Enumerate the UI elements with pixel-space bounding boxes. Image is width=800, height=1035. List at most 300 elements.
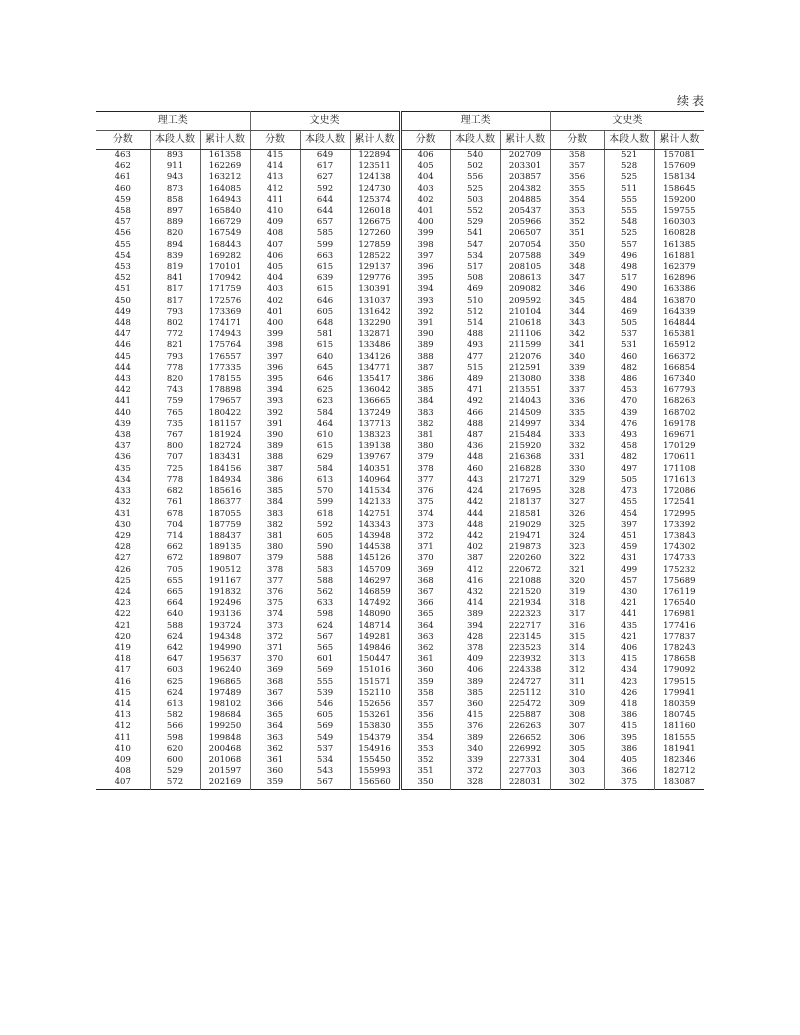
cell-cumulative-count: 134771: [350, 363, 400, 374]
continued-label: 续表: [676, 94, 707, 108]
table-row: [96, 632, 704, 643]
table-row: [96, 296, 704, 307]
cell-score: 400: [400, 217, 450, 228]
column-header-cumulative-count: 累计人数: [654, 131, 704, 150]
cell-cumulative-count: 180359: [654, 699, 704, 710]
cell-score: 458: [114, 206, 131, 217]
cell-score: 407: [114, 777, 131, 788]
cell-segment-count: 543: [300, 766, 350, 777]
cell-segment-count: 486: [604, 374, 654, 385]
cell-segment-count: 678: [150, 509, 200, 520]
cell-segment-count: 497: [604, 464, 654, 475]
cell-segment-count: 585: [300, 228, 350, 239]
cell-score: 309: [550, 699, 604, 710]
cell-score: 335: [550, 408, 604, 419]
cell-score: 390: [250, 430, 300, 441]
cell-segment-count: 482: [604, 363, 654, 374]
cell-segment-count: 389: [450, 609, 500, 620]
cell-cumulative-count: 226992: [500, 744, 550, 755]
cell-segment-count: 588: [300, 576, 350, 587]
cell-cumulative-count: 172541: [654, 497, 704, 508]
cell-score: 346: [550, 284, 604, 295]
cell-cumulative-count: 180745: [654, 710, 704, 721]
cell-score: 462: [114, 161, 131, 172]
cell-score: 431: [114, 508, 131, 519]
cell-score: 400: [250, 318, 300, 329]
table-row: [96, 509, 704, 520]
cell-cumulative-count: 176540: [654, 598, 704, 609]
group-header-science-1: 理工类: [96, 112, 250, 131]
cell-cumulative-count: 179092: [654, 665, 704, 676]
cell-segment-count: 428: [450, 632, 500, 643]
cell-segment-count: 547: [450, 240, 500, 251]
cell-segment-count: 629: [300, 452, 350, 463]
cell-segment-count: 444: [450, 509, 500, 520]
cell-segment-count: 761: [150, 497, 200, 508]
cell-segment-count: 664: [150, 598, 200, 609]
table-row: [96, 251, 704, 262]
cell-segment-count: 555: [604, 195, 654, 206]
cell-cumulative-count: 155993: [350, 766, 400, 777]
cell-score: 390: [400, 329, 450, 340]
cell-segment-count: 460: [450, 464, 500, 475]
cell-score: 351: [400, 766, 450, 777]
cell-segment-count: 613: [150, 699, 200, 710]
column-header-segment-count: 本段人数: [300, 131, 350, 150]
cell-score: 381: [400, 430, 450, 441]
cell-segment-count: 598: [150, 733, 200, 744]
table-row: [96, 710, 704, 721]
cell-score: 383: [400, 408, 450, 419]
cell-cumulative-count: 196865: [200, 677, 250, 688]
cell-score: 304: [550, 755, 604, 766]
cell-segment-count: 339: [450, 755, 500, 766]
cell-segment-count: 458: [604, 441, 654, 452]
cell-cumulative-count: 214997: [500, 419, 550, 430]
cell-score: 405: [250, 262, 300, 273]
cell-score: 449: [114, 306, 131, 317]
cell-segment-count: 911: [150, 161, 200, 172]
cell-segment-count: 601: [300, 654, 350, 665]
cell-score: 338: [550, 374, 604, 385]
cell-cumulative-count: 159755: [654, 206, 704, 217]
cell-cumulative-count: 202169: [200, 777, 250, 789]
table-row: [96, 497, 704, 508]
cell-segment-count: 894: [150, 240, 200, 251]
cell-score: 378: [250, 565, 300, 576]
cell-cumulative-count: 202709: [500, 150, 550, 162]
cell-score: 360: [250, 766, 300, 777]
cell-cumulative-count: 178243: [654, 643, 704, 654]
cell-segment-count: 704: [150, 520, 200, 531]
cell-segment-count: 841: [150, 273, 200, 284]
table-row: [96, 766, 704, 777]
cell-segment-count: 793: [150, 352, 200, 363]
cell-cumulative-count: 209082: [500, 284, 550, 295]
cell-cumulative-count: 164085: [200, 184, 250, 195]
cell-cumulative-count: 192496: [200, 598, 250, 609]
cell-segment-count: 406: [450, 665, 500, 676]
cell-cumulative-count: 158645: [654, 184, 704, 195]
cell-segment-count: 557: [604, 240, 654, 251]
cell-segment-count: 778: [150, 363, 200, 374]
cell-segment-count: 510: [450, 296, 500, 307]
cell-score: 410: [114, 743, 131, 754]
cell-cumulative-count: 144538: [350, 542, 400, 553]
cell-cumulative-count: 220672: [500, 565, 550, 576]
cell-cumulative-count: 161385: [654, 240, 704, 251]
cell-cumulative-count: 152656: [350, 699, 400, 710]
cell-score: 341: [550, 340, 604, 351]
cell-cumulative-count: 181941: [654, 744, 704, 755]
cell-score: 414: [250, 161, 300, 172]
cell-score: 343: [550, 318, 604, 329]
cell-cumulative-count: 173392: [654, 520, 704, 531]
cell-segment-count: 448: [450, 520, 500, 531]
table-row: [96, 228, 704, 239]
cell-score: 401: [400, 206, 450, 217]
cell-cumulative-count: 225887: [500, 710, 550, 721]
cell-score: 402: [400, 195, 450, 206]
cell-score: 373: [250, 621, 300, 632]
cell-score: 412: [250, 184, 300, 195]
cell-cumulative-count: 162269: [200, 161, 250, 172]
cell-score: 363: [400, 632, 450, 643]
cell-cumulative-count: 168702: [654, 408, 704, 419]
column-header-segment-count: 本段人数: [150, 131, 200, 150]
cell-score: 412: [114, 721, 131, 732]
cell-segment-count: 537: [300, 744, 350, 755]
table-row: [96, 665, 704, 676]
cell-segment-count: 624: [150, 688, 200, 699]
cell-cumulative-count: 169178: [654, 419, 704, 430]
cell-score: 334: [550, 419, 604, 430]
cell-segment-count: 605: [300, 307, 350, 318]
cell-score: 368: [250, 677, 300, 688]
cell-segment-count: 603: [150, 665, 200, 676]
cell-segment-count: 599: [300, 240, 350, 251]
cell-segment-count: 583: [300, 565, 350, 576]
cell-score: 327: [550, 497, 604, 508]
cell-score: 366: [400, 598, 450, 609]
table-row: [96, 161, 704, 172]
cell-score: 414: [114, 698, 131, 709]
cell-score: 344: [550, 307, 604, 318]
cell-segment-count: 512: [450, 307, 500, 318]
cell-segment-count: 620: [150, 744, 200, 755]
cell-cumulative-count: 217695: [500, 486, 550, 497]
cell-score: 394: [250, 385, 300, 396]
cell-segment-count: 448: [450, 452, 500, 463]
cell-segment-count: 821: [150, 340, 200, 351]
cell-score: 387: [250, 464, 300, 475]
cell-score: 355: [550, 184, 604, 195]
cell-cumulative-count: 227703: [500, 766, 550, 777]
cell-cumulative-count: 128522: [350, 251, 400, 262]
table-row: [96, 565, 704, 576]
cell-score: 319: [550, 587, 604, 598]
cell-cumulative-count: 133486: [350, 340, 400, 351]
cell-score: 333: [550, 430, 604, 441]
cell-score: 379: [250, 553, 300, 564]
cell-cumulative-count: 127859: [350, 240, 400, 251]
cell-cumulative-count: 221934: [500, 598, 550, 609]
cell-segment-count: 418: [604, 699, 654, 710]
cell-cumulative-count: 147492: [350, 598, 400, 609]
cell-score: 369: [400, 565, 450, 576]
cell-cumulative-count: 160828: [654, 228, 704, 239]
cell-score: 371: [400, 542, 450, 553]
cell-score: 432: [114, 497, 131, 508]
cell-cumulative-count: 195637: [200, 654, 250, 665]
cell-cumulative-count: 174943: [200, 329, 250, 340]
cell-segment-count: 541: [450, 228, 500, 239]
cell-segment-count: 610: [300, 430, 350, 441]
cell-score: 417: [114, 665, 131, 676]
cell-segment-count: 640: [300, 352, 350, 363]
cell-cumulative-count: 173369: [200, 307, 250, 318]
cell-segment-count: 570: [300, 486, 350, 497]
cell-score: 381: [250, 531, 300, 542]
cell-score: 399: [400, 228, 450, 239]
cell-segment-count: 525: [450, 184, 500, 195]
table-row: [96, 150, 704, 162]
cell-segment-count: 439: [604, 408, 654, 419]
cell-segment-count: 436: [450, 441, 500, 452]
score-distribution-table: [96, 111, 704, 790]
cell-cumulative-count: 143343: [350, 520, 400, 531]
cell-segment-count: 431: [604, 553, 654, 564]
cell-cumulative-count: 174171: [200, 318, 250, 329]
cell-segment-count: 423: [604, 677, 654, 688]
cell-cumulative-count: 194348: [200, 632, 250, 643]
cell-cumulative-count: 206507: [500, 228, 550, 239]
cell-score: 331: [550, 452, 604, 463]
cell-cumulative-count: 187759: [200, 520, 250, 531]
cell-cumulative-count: 139138: [350, 441, 400, 452]
cell-segment-count: 529: [450, 217, 500, 228]
table-row: [96, 542, 704, 553]
cell-segment-count: 340: [450, 744, 500, 755]
cell-segment-count: 406: [604, 643, 654, 654]
cell-cumulative-count: 204382: [500, 184, 550, 195]
cell-cumulative-count: 163870: [654, 296, 704, 307]
cell-segment-count: 534: [450, 251, 500, 262]
cell-score: 361: [400, 654, 450, 665]
cell-cumulative-count: 154916: [350, 744, 400, 755]
cell-score: 416: [114, 676, 131, 687]
cell-cumulative-count: 163386: [654, 284, 704, 295]
cell-cumulative-count: 126018: [350, 206, 400, 217]
cell-score: 347: [550, 273, 604, 284]
cell-cumulative-count: 157081: [654, 150, 704, 162]
table-row: [96, 430, 704, 441]
cell-score: 415: [114, 687, 131, 698]
cell-segment-count: 493: [604, 430, 654, 441]
cell-segment-count: 496: [604, 251, 654, 262]
cell-score: 407: [250, 240, 300, 251]
cell-cumulative-count: 151016: [350, 665, 400, 676]
table-row: [96, 553, 704, 564]
cell-segment-count: 555: [300, 677, 350, 688]
cell-score: 377: [400, 475, 450, 486]
cell-segment-count: 405: [604, 755, 654, 766]
cell-segment-count: 567: [300, 777, 350, 789]
cell-score: 398: [250, 340, 300, 351]
cell-cumulative-count: 219029: [500, 520, 550, 531]
cell-cumulative-count: 203301: [500, 161, 550, 172]
cell-score: 397: [400, 251, 450, 262]
cell-score: 454: [114, 250, 131, 261]
cell-segment-count: 460: [604, 352, 654, 363]
cell-cumulative-count: 132871: [350, 329, 400, 340]
cell-cumulative-count: 176981: [654, 609, 704, 620]
cell-score: 372: [250, 632, 300, 643]
cell-segment-count: 415: [604, 654, 654, 665]
cell-score: 448: [114, 318, 131, 329]
cell-cumulative-count: 171759: [200, 284, 250, 295]
cell-segment-count: 582: [150, 710, 200, 721]
cell-cumulative-count: 162896: [654, 273, 704, 284]
cell-score: 374: [400, 509, 450, 520]
cell-cumulative-count: 175232: [654, 565, 704, 576]
cell-cumulative-count: 194990: [200, 643, 250, 654]
cell-cumulative-count: 181160: [654, 721, 704, 732]
cell-cumulative-count: 207588: [500, 251, 550, 262]
cell-segment-count: 489: [450, 374, 500, 385]
cell-segment-count: 424: [450, 486, 500, 497]
cell-score: 339: [550, 363, 604, 374]
cell-segment-count: 366: [604, 766, 654, 777]
cell-segment-count: 488: [450, 419, 500, 430]
cell-cumulative-count: 181555: [654, 733, 704, 744]
cell-score: 368: [400, 576, 450, 587]
cell-cumulative-count: 164943: [200, 195, 250, 206]
cell-score: 391: [250, 419, 300, 430]
cell-cumulative-count: 187055: [200, 509, 250, 520]
cell-cumulative-count: 123511: [350, 161, 400, 172]
cell-cumulative-count: 223932: [500, 654, 550, 665]
table-row: [96, 262, 704, 273]
cell-score: 424: [114, 586, 131, 597]
cell-segment-count: 705: [150, 565, 200, 576]
cell-cumulative-count: 201597: [200, 766, 250, 777]
cell-score: 377: [250, 576, 300, 587]
cell-cumulative-count: 225112: [500, 688, 550, 699]
cell-segment-count: 625: [150, 677, 200, 688]
cell-score: 337: [550, 385, 604, 396]
cell-segment-count: 487: [450, 430, 500, 441]
table-row: [96, 172, 704, 183]
cell-cumulative-count: 170129: [654, 441, 704, 452]
cell-score: 461: [114, 172, 131, 183]
cell-score: 398: [400, 240, 450, 251]
cell-score: 340: [550, 352, 604, 363]
group-header-arts-2: 文史类: [550, 112, 704, 131]
cell-segment-count: 540: [450, 150, 500, 162]
cell-segment-count: 534: [300, 755, 350, 766]
cell-segment-count: 682: [150, 486, 200, 497]
cell-segment-count: 546: [300, 699, 350, 710]
cell-segment-count: 414: [450, 598, 500, 609]
cell-cumulative-count: 146859: [350, 587, 400, 598]
cell-segment-count: 599: [300, 497, 350, 508]
cell-segment-count: 525: [604, 172, 654, 183]
cell-segment-count: 421: [604, 598, 654, 609]
cell-score: 453: [114, 262, 131, 273]
cell-segment-count: 617: [300, 161, 350, 172]
cell-score: 373: [400, 520, 450, 531]
cell-score: 366: [250, 699, 300, 710]
table-row: [96, 598, 704, 609]
cell-segment-count: 584: [300, 464, 350, 475]
cell-segment-count: 375: [604, 777, 654, 789]
cell-segment-count: 873: [150, 184, 200, 195]
cell-score: 401: [250, 307, 300, 318]
cell-cumulative-count: 213551: [500, 385, 550, 396]
cell-cumulative-count: 152110: [350, 688, 400, 699]
cell-cumulative-count: 170611: [654, 452, 704, 463]
table-row: [96, 318, 704, 329]
cell-cumulative-count: 165381: [654, 329, 704, 340]
table-row: [96, 643, 704, 654]
cell-segment-count: 817: [150, 284, 200, 295]
cell-cumulative-count: 178658: [654, 654, 704, 665]
cell-cumulative-count: 174733: [654, 553, 704, 564]
cell-cumulative-count: 145709: [350, 565, 400, 576]
cell-cumulative-count: 190512: [200, 565, 250, 576]
table-row: [96, 654, 704, 665]
cell-cumulative-count: 182346: [654, 755, 704, 766]
table-row: [96, 340, 704, 351]
cell-score: 367: [250, 688, 300, 699]
cell-cumulative-count: 199848: [200, 733, 250, 744]
cell-segment-count: 386: [604, 744, 654, 755]
cell-segment-count: 492: [450, 396, 500, 407]
cell-segment-count: 476: [604, 419, 654, 430]
cell-score: 392: [250, 408, 300, 419]
table-row: [96, 284, 704, 295]
cell-score: 396: [400, 262, 450, 273]
table-row: [96, 475, 704, 486]
cell-cumulative-count: 166854: [654, 363, 704, 374]
cell-cumulative-count: 198684: [200, 710, 250, 721]
cell-segment-count: 537: [604, 329, 654, 340]
cell-cumulative-count: 223145: [500, 632, 550, 643]
cell-segment-count: 409: [450, 654, 500, 665]
cell-score: 370: [250, 654, 300, 665]
cell-score: 435: [114, 463, 131, 474]
table-row: [96, 352, 704, 363]
cell-segment-count: 793: [150, 307, 200, 318]
cell-segment-count: 639: [300, 273, 350, 284]
cell-segment-count: 484: [604, 296, 654, 307]
cell-segment-count: 615: [300, 441, 350, 452]
cell-score: 382: [400, 419, 450, 430]
cell-score: 388: [250, 452, 300, 463]
cell-segment-count: 820: [150, 374, 200, 385]
cell-segment-count: 521: [604, 150, 654, 162]
cell-cumulative-count: 212591: [500, 363, 550, 374]
table-row: [96, 441, 704, 452]
cell-score: 369: [250, 665, 300, 676]
cell-cumulative-count: 157609: [654, 161, 704, 172]
cell-cumulative-count: 149846: [350, 643, 400, 654]
cell-segment-count: 778: [150, 475, 200, 486]
cell-cumulative-count: 222323: [500, 609, 550, 620]
cell-segment-count: 584: [300, 408, 350, 419]
cell-cumulative-count: 148090: [350, 609, 400, 620]
